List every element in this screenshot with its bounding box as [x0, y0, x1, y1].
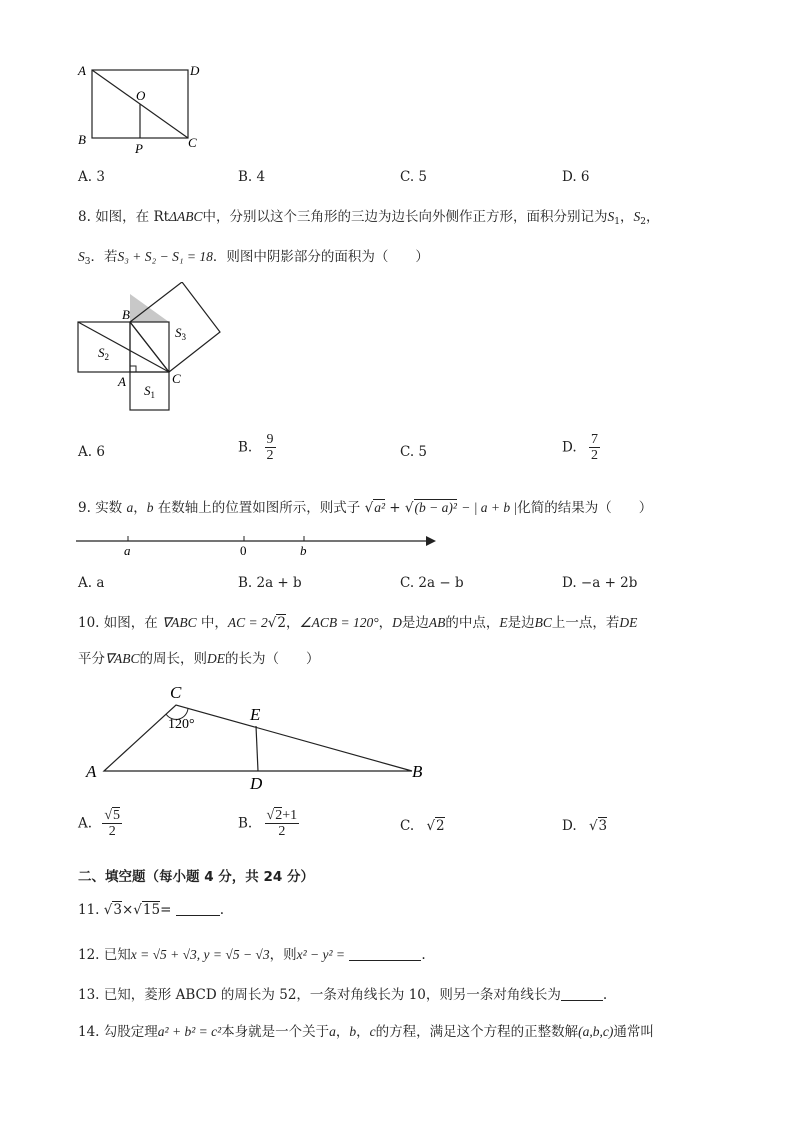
q12-answer-blank[interactable] — [349, 947, 421, 961]
q13: 13. 已知，菱形 ABCD 的周长为 52，一条对角线长为 10，则另一条对角线长为 . — [78, 987, 608, 1003]
label-C: C — [172, 371, 181, 386]
q7-option-c: C. 5 — [400, 169, 428, 185]
label-B: B — [122, 307, 130, 322]
label-A: A — [78, 63, 86, 78]
numline-a: a — [124, 543, 131, 558]
label-E: E — [250, 705, 261, 724]
q9-line1: 9. 实数 a，b 在数轴上的位置如图所示，则式子 √a² + √(b − a)² − | a + b |化简的结果为（ ） — [78, 500, 653, 516]
label-C: C — [188, 135, 197, 150]
q10-option-b: B. $\frac{√2+1}{2}$ — [238, 808, 298, 839]
numline-b: b — [300, 543, 307, 558]
q8-line2: $S_3$．若S₃ + S₂ − S₁ = 18．则图中阴影部分的面积为（ ） — [78, 249, 429, 267]
q8-option-b: B. $\frac{9}{2}$ — [238, 432, 274, 463]
q13-answer-blank[interactable] — [561, 987, 603, 1001]
label-B: B — [412, 762, 423, 781]
q8-option-d: D. $\frac{7}{2}$ — [562, 432, 598, 463]
q10-option-a: A. $\frac{√5}{2}$ — [78, 808, 121, 839]
label-angle: 120° — [168, 717, 195, 732]
q9-option-a: A. a — [78, 575, 105, 591]
q10-option-c: C. √2 — [400, 818, 445, 834]
label-D: D — [190, 63, 200, 78]
figure-triangle-q10 — [80, 678, 440, 798]
label-B: B — [78, 132, 86, 147]
q7-option-b: B. 4 — [238, 169, 266, 185]
q10-line2: 平分∇ABC的周长，则DE的长为（ ） — [78, 651, 320, 667]
section-title: 二、填空题（每小题 4 分，共 24 分） — [78, 869, 314, 885]
q10-line1: 10. 如图，在 ∇ABC 中，AC = 2√2，∠ACB = 120°，D是边AB的中点，E是边BC上一点，若DE — [78, 615, 638, 631]
q12: 12. 已知x = √5 + √3, y = √5 − √3，则x² − y² = . — [78, 947, 426, 963]
label-C: C — [170, 683, 182, 702]
label-O: O — [136, 88, 146, 103]
q7-option-d: D. 6 — [562, 169, 590, 185]
q14: 14. 勾股定理a² + b² = c²本身就是一个关于a，b，c的方程，满足这个方程的正整数解(a,b,c)通常叫 — [78, 1024, 654, 1040]
label-P: P — [135, 141, 143, 156]
q8-option-c: C. 5 — [400, 444, 428, 460]
label-D: D — [250, 774, 263, 793]
q10-option-d: D. √3 — [562, 818, 608, 834]
label-S2: $S_2$ — [98, 345, 109, 362]
label-A: A — [86, 762, 97, 781]
label-S1: $S_1$ — [144, 383, 155, 400]
numline-zero: 0 — [240, 543, 247, 558]
label-S3: $S_3$ — [175, 325, 186, 342]
figure-squares-q8 — [70, 282, 230, 417]
q8-line1: 8. 如图，在 RtΔABC中，分别以这个三角形的三边为边长向外侧作正方形，面积分别记为$S_1$，$S_2$， — [78, 209, 660, 227]
q9-option-d: D. −a + 2b — [562, 575, 638, 591]
q8-option-a: A. 6 — [78, 444, 105, 460]
q7-option-a: A. 3 — [78, 169, 105, 185]
figure-rectangle-q7 — [70, 58, 210, 158]
label-A: A — [118, 374, 126, 389]
q9-option-b: B. 2a + b — [238, 575, 302, 591]
number-line-q9 — [70, 530, 450, 560]
q11: 11. √3×√15= . — [78, 902, 224, 918]
q9-option-c: C. 2a − b — [400, 575, 464, 591]
q11-answer-blank[interactable] — [176, 902, 220, 916]
